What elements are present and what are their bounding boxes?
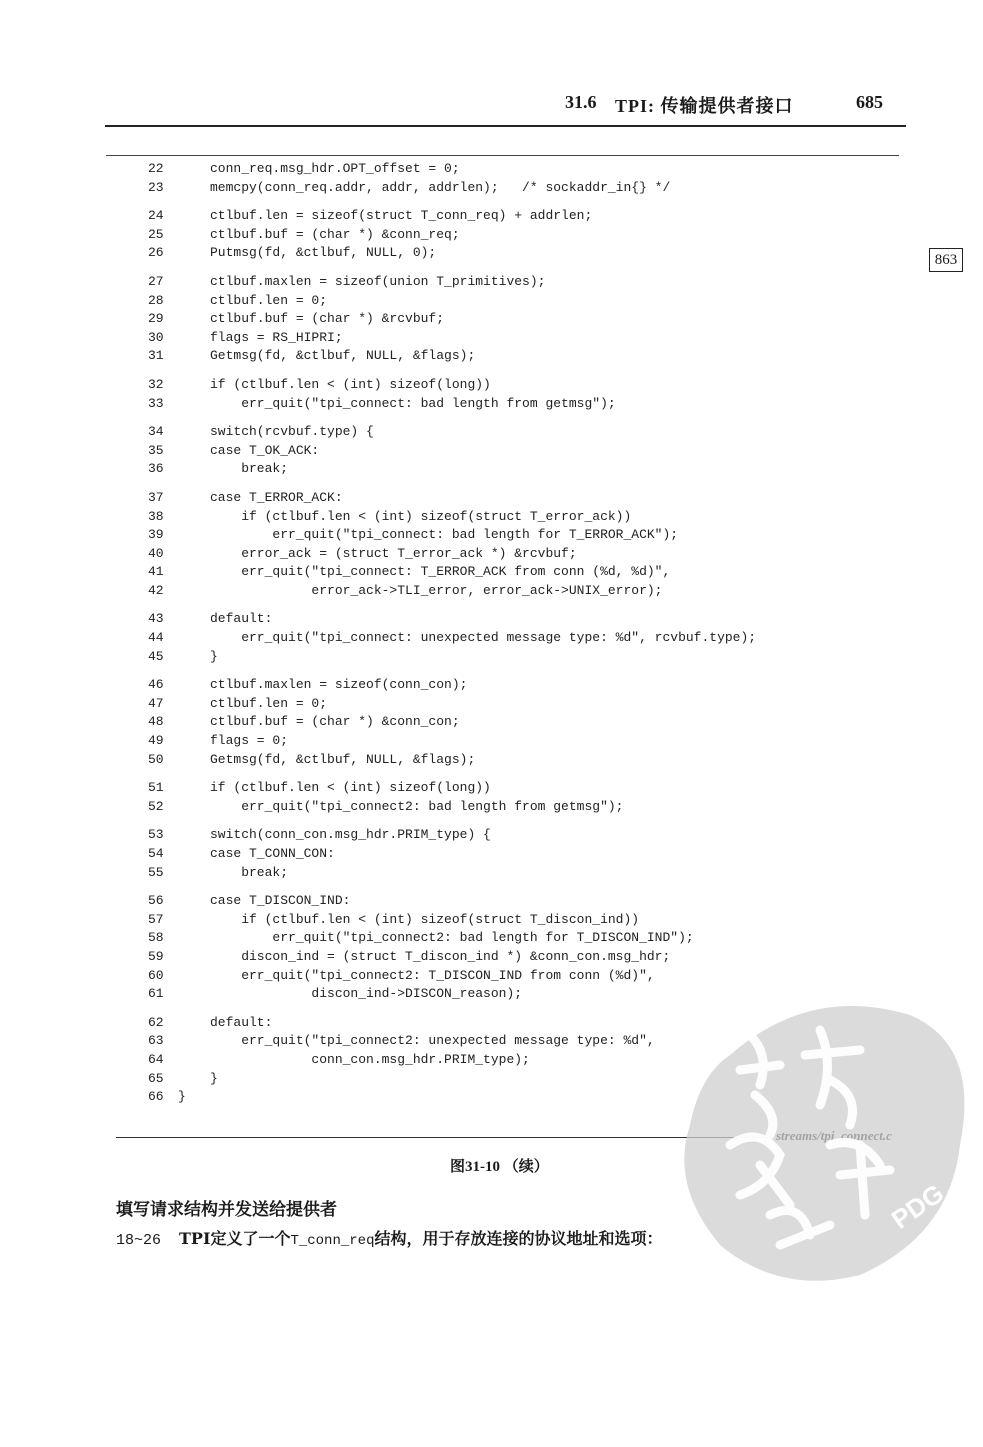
line-number: 63 [148,1033,164,1049]
line-code: case T_CONN_CON: [210,846,335,861]
code-group [0,610,983,666]
code-group [0,423,983,479]
line-number: 58 [148,930,164,946]
page-number: 685 [856,92,883,112]
code-line [0,160,983,179]
line-number: 66 [148,1089,164,1105]
line-code: Getmsg(fd, &ctlbuf, NULL, &flags); [210,348,476,364]
line-code: flags = 0; [210,733,289,749]
code-line [0,526,983,545]
code-line [0,244,983,263]
line-code: err_quit("tpi_connect2: bad length for T_DISCON_IND"); [210,930,694,946]
line-number: 38 [148,508,164,524]
line-number: 42 [148,582,164,598]
line-number: 56 [148,893,164,909]
line-code: case T_ERROR_ACK: [210,489,343,505]
code-line [0,751,983,770]
code-line [0,892,983,911]
code-line [0,864,983,883]
line-number: 24 [148,208,164,224]
running-header [0,88,983,128]
header-rule [105,125,906,127]
paragraph-text [179,1229,662,1248]
line-code: err_quit("tpi_connect: unexpected message type: %d", rcvbuf.type); [210,630,757,646]
line-code: err_quit("tpi_connect2: bad length from getmsg"); [210,798,624,814]
line-code: if (ctlbuf.len < (int) sizeof(struct T_error_ack)) [210,508,632,524]
header-section-title: TPI: 传输提供者接口 [615,96,794,116]
paragraph-text-before: TPI定义了一个 [179,1229,291,1248]
line-number: 55 [148,864,164,880]
line-code: } [210,1070,218,1086]
line-code: error_ack->TLI_error, error_ack->UNIX_error); [210,582,663,598]
line-code: memcpy(conn_req.addr, addr, addrlen); /* sockaddr_in{} */ [210,179,671,195]
code-line [0,489,983,508]
line-code: conn_con.msg_hdr.PRIM_type); [210,1051,530,1067]
watermark-text: PDG [885,1177,950,1235]
line-code: flags = RS_HIPRI; [210,329,343,345]
line-number: 45 [148,648,164,664]
code-group [0,779,983,816]
line-number: 23 [148,179,164,195]
code-line [0,779,983,798]
line-number: 35 [148,442,164,458]
code-line [0,395,983,414]
line-number: 43 [148,611,164,627]
header-section-number: 31.6 [565,92,597,112]
line-code: ctlbuf.buf = (char *) &conn_con; [210,714,460,730]
section-heading: 填写请求结构并发送给提供者 [116,1200,337,1220]
line-number: 54 [148,846,164,861]
code-line [0,563,983,582]
line-code: ctlbuf.maxlen = sizeof(conn_con); [210,677,468,693]
code-line [0,545,983,564]
code-line [0,695,983,714]
line-number: 32 [148,376,164,392]
line-code: err_quit("tpi_connect: bad length for T_ERROR_ACK"); [210,527,679,543]
code-line [0,376,983,395]
line-code: ctlbuf.len = 0; [210,292,328,308]
line-number: 41 [148,564,164,580]
line-number: 27 [148,273,164,289]
line-number: 65 [148,1070,164,1086]
code-line [0,423,983,442]
line-code: ctlbuf.maxlen = sizeof(union T_primitives); [210,273,546,289]
code-group [0,676,983,769]
line-code: if (ctlbuf.len < (int) sizeof(long)) [210,376,491,392]
code-line [0,226,983,245]
code-group [0,207,983,263]
line-code: discon_ind->DISCON_reason); [210,986,523,1002]
code-line [0,929,983,948]
line-code: err_quit("tpi_connect: bad length from getmsg"); [210,395,616,411]
line-number: 40 [148,545,164,561]
code-top-rule [106,155,899,156]
line-code: switch(conn_con.msg_hdr.PRIM_type) { [210,827,491,843]
line-code: if (ctlbuf.len < (int) sizeof(long)) [210,780,491,796]
code-line [0,442,983,461]
line-number: 37 [148,489,164,505]
code-line [0,207,983,226]
line-code: err_quit("tpi_connect2: unexpected message type: %d", [210,1033,655,1049]
line-number: 60 [148,967,164,983]
line-number: 29 [148,311,164,327]
code-line [0,508,983,527]
figure-caption: 图31-10 （续） [450,1159,549,1175]
code-group [0,273,983,366]
code-line [0,292,983,311]
line-code: err_quit("tpi_connect2: T_DISCON_IND from conn (%d)", [210,967,655,983]
code-line [0,911,983,930]
line-number: 36 [148,461,164,477]
line-number: 30 [148,329,164,345]
line-code: err_quit("tpi_connect: T_ERROR_ACK from conn (%d, %d)", [210,564,671,580]
line-number: 53 [148,827,164,843]
line-code: switch(rcvbuf.type) { [210,424,374,440]
code-group [0,160,983,197]
line-code: break; [210,461,289,477]
code-line [0,460,983,479]
watermark-seal [660,975,980,1295]
line-number: 22 [148,161,164,176]
line-code: ctlbuf.len = sizeof(struct T_conn_req) + addrlen; [210,208,593,224]
line-number: 28 [148,292,164,308]
code-group [0,376,983,413]
code-line [0,347,983,366]
code-line [0,179,983,198]
line-number: 31 [148,348,164,364]
code-line [0,582,983,601]
line-code: ctlbuf.len = 0; [210,695,328,711]
line-code: default: [210,1014,273,1030]
line-number: 25 [148,226,164,242]
line-code: case T_DISCON_IND: [210,893,351,909]
line-number: 50 [148,751,164,767]
line-number: 52 [148,798,164,814]
code-line [0,648,983,667]
code-listing [0,160,983,1117]
code-line [0,629,983,648]
line-number: 39 [148,527,164,543]
code-line [0,845,983,864]
line-code: Getmsg(fd, &ctlbuf, NULL, &flags); [210,751,476,767]
line-code: case T_OK_ACK: [210,442,320,458]
line-code: discon_ind = (struct T_discon_ind *) &conn_con.msg_hdr; [210,948,671,964]
line-number: 48 [148,714,164,730]
line-number: 44 [148,630,164,646]
line-number: 62 [148,1014,164,1030]
line-number: 59 [148,948,164,964]
line-code: } [178,1089,186,1105]
code-line [0,732,983,751]
line-number: 33 [148,395,164,411]
line-number: 57 [148,911,164,927]
line-code: if (ctlbuf.len < (int) sizeof(struct T_discon_ind)) [210,911,640,927]
line-code: break; [210,864,289,880]
line-code: conn_req.msg_hdr.OPT_offset = 0; [210,161,460,176]
code-group [0,489,983,601]
line-number: 51 [148,780,164,796]
line-number: 61 [148,986,164,1002]
code-group [0,826,983,882]
code-line [0,713,983,732]
code-line [0,329,983,348]
line-code: default: [210,611,273,627]
body-paragraph [116,1226,662,1249]
paragraph-inline-code: T_conn_req [290,1233,375,1249]
line-number: 47 [148,695,164,711]
line-number: 26 [148,245,164,261]
paragraph-text-after: 结构，用于存放连接的协议地址和选项： [374,1229,663,1248]
line-number: 46 [148,677,164,693]
line-number: 49 [148,733,164,749]
line-number: 34 [148,424,164,440]
line-range: 18~26 [116,1232,162,1249]
line-code: Putmsg(fd, &ctlbuf, NULL, 0); [210,245,437,261]
line-code: error_ack = (struct T_error_ack *) &rcvbuf; [210,545,577,561]
margin-reference: 863 [929,248,963,272]
line-code: ctlbuf.buf = (char *) &conn_req; [210,226,460,242]
line-number: 64 [148,1051,164,1067]
code-line [0,676,983,695]
code-line [0,798,983,817]
line-code: } [210,648,218,664]
code-line [0,273,983,292]
code-line [0,826,983,845]
code-line [0,610,983,629]
code-line [0,310,983,329]
code-line [0,948,983,967]
line-code: ctlbuf.buf = (char *) &rcvbuf; [210,311,445,327]
